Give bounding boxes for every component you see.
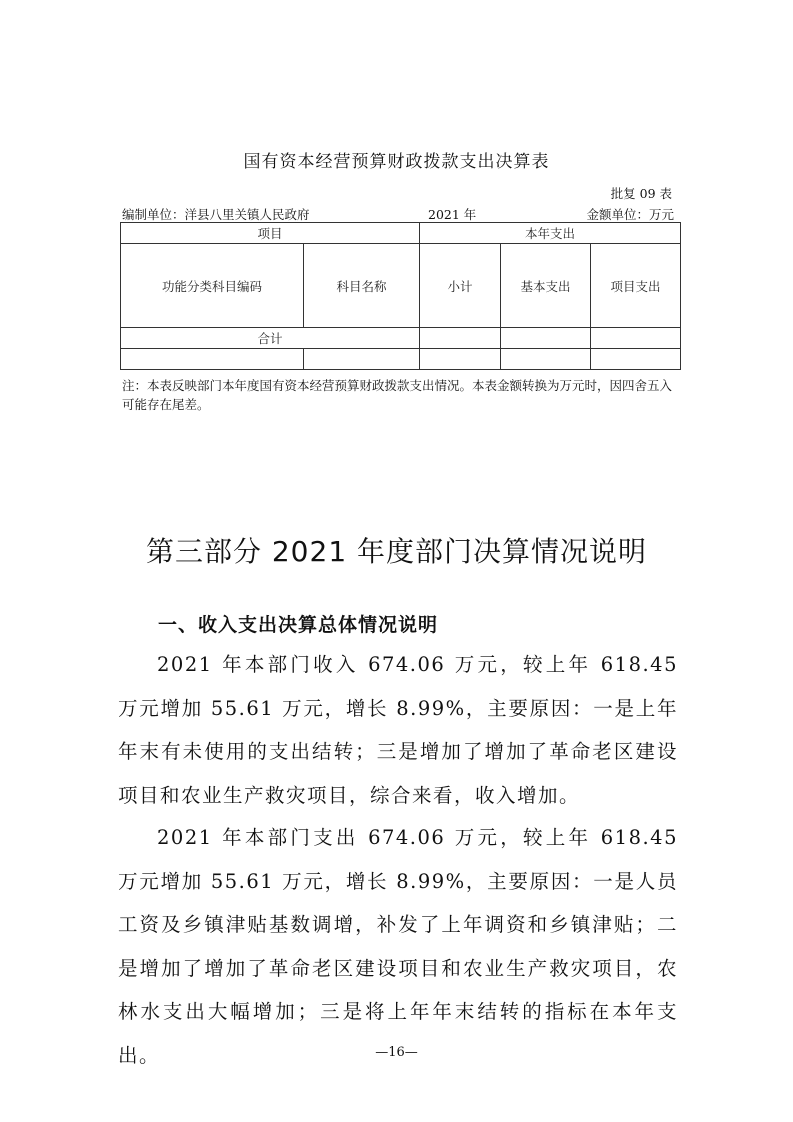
table-row-total: [121, 328, 681, 349]
table-cell: [304, 349, 420, 370]
group-header-expenditure: 本年支出: [420, 223, 681, 244]
income-paragraph: 2021 年本部门收入 674.06 万元，较上年 618.45 万元增加 55.61 万元，增长 8.99%，主要原因：一是上年年末有未使用的支出结转；三是增加了增加了革命老区建设项目和农业生产救灾项目，综合来看，收入增加。: [118, 653, 678, 807]
table-note: 注：本表反映部门本年度国有资本经营预算财政拨款支出情况。本表金额转换为万元时，因四舍五入可能存在尾差。: [122, 378, 673, 412]
table-cell: [591, 349, 681, 370]
table-row-empty: [121, 349, 681, 370]
col-header-project-expenditure: 项目支出: [591, 244, 681, 328]
compiling-unit: 编制单位：洋县八里关镇人民政府: [122, 207, 310, 222]
page-number: —16—: [375, 1045, 418, 1060]
section-title: 第三部分 2021 年度部门决算情况说明: [145, 535, 648, 568]
group-header-items: 项目: [121, 223, 420, 244]
total-label: 合计: [121, 328, 420, 349]
fiscal-year: 2021 年: [428, 207, 477, 222]
table-cell: [121, 349, 304, 370]
col-header-subject-name: 科目名称: [304, 244, 420, 328]
total-basic: [501, 328, 591, 349]
subsection-title: 一、收入支出决算总体情况说明: [158, 614, 439, 636]
table-title: 国有资本经营预算财政拨款支出决算表: [243, 152, 550, 172]
form-code: 批复 09 表: [610, 186, 672, 201]
col-header-basic-expenditure: 基本支出: [501, 244, 591, 328]
table-cell: [420, 349, 501, 370]
budget-table: [120, 222, 681, 370]
expenditure-paragraph: 2021 年本部门支出 674.06 万元，较上年 618.45 万元增加 55.61 万元，增长 8.99%，主要原因：一是人员工资及乡镇津贴基数调增，补发了上年调资和乡镇津贴；二是增加了增加了革命老区建设项目和农业生产救灾项目，农林水支出大幅增加；三是将上年年末结转的指标在本年支出。: [118, 826, 678, 1067]
table-column-header-row: [121, 244, 681, 328]
amount-unit: 金额单位：万元: [586, 207, 674, 222]
table-group-header-row: [121, 223, 681, 244]
total-subtotal: [420, 328, 501, 349]
col-header-subtotal: 小计: [420, 244, 501, 328]
total-project: [591, 328, 681, 349]
col-header-function-code: 功能分类科目编码: [121, 244, 304, 328]
table-cell: [501, 349, 591, 370]
